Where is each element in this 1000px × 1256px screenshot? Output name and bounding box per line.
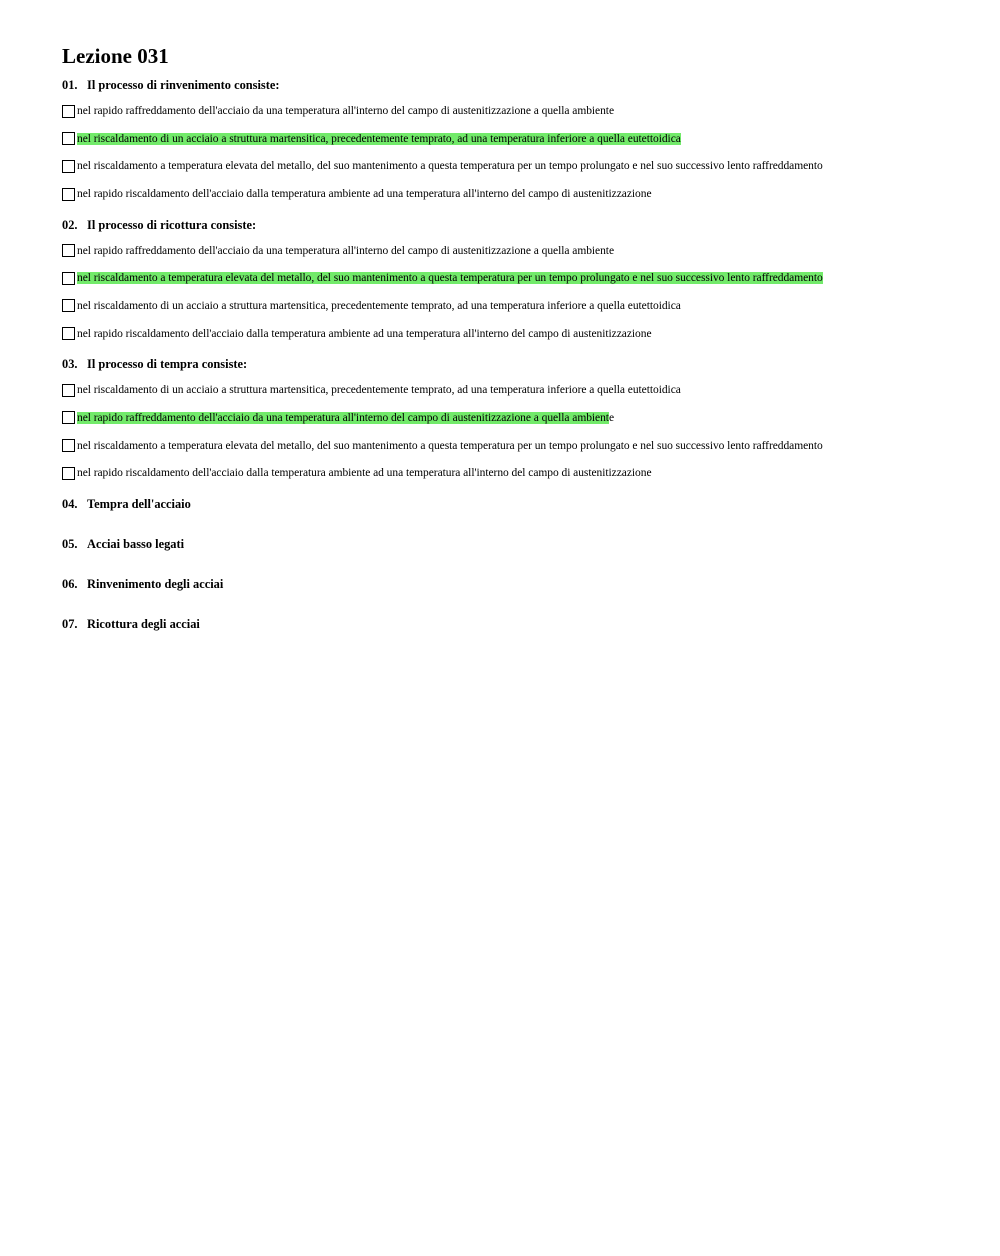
question-block [62, 356, 982, 481]
answer-text: nel rapido raffreddamento dell'acciaio da una temperatura all'interno del campo di austenitizzazione a quella ambiente [77, 105, 615, 117]
question-heading [62, 576, 982, 593]
answer-checkbox[interactable] [62, 188, 75, 201]
answer-checkbox[interactable] [62, 299, 75, 312]
answer-text [77, 131, 681, 147]
answer-options [62, 243, 982, 342]
answer-checkbox[interactable] [62, 384, 75, 397]
question-text: Rinvenimento degli acciai [87, 576, 224, 591]
answer-option[interactable] [62, 382, 982, 398]
answer-text: nel rapido riscaldamento dell'acciaio dalla temperatura ambiente ad una temperatura all'interno del campo di austenitizzazione [77, 188, 652, 201]
question-text: Il processo di tempra consiste: [87, 357, 248, 372]
question-number: 04. [62, 496, 78, 511]
question-text: Acciai basso legati [87, 536, 185, 551]
answer-text: nel riscaldamento a temperatura elevata del metallo, del suo mantenimento a questa temperatura per un tempo prolungato e nel suo successivo lento raffreddamento [77, 439, 823, 452]
question-number: 02. [62, 217, 78, 232]
answer-option[interactable] [62, 103, 982, 119]
question-block [62, 576, 982, 593]
question-text: Il processo di ricottura consiste: [87, 217, 257, 232]
answer-text: nel riscaldamento di un acciaio a struttura martensitica, precedentemente temprato, ad una temperatura inferiore a quella eutettoidica [77, 384, 681, 397]
answer-checkbox[interactable] [62, 411, 75, 424]
question-heading [62, 356, 982, 373]
answer-option[interactable] [62, 158, 982, 174]
question-heading [62, 77, 982, 94]
answer-text: nel riscaldamento di un acciaio a struttura martensitica, precedentemente temprato, ad una temperatura inferiore a quella eutettoidica [77, 299, 681, 312]
question-text: Ricottura degli acciai [87, 616, 200, 631]
question-heading [62, 217, 982, 234]
question-block [62, 77, 982, 202]
answer-text [77, 270, 823, 286]
answer-option[interactable] [62, 298, 982, 314]
answer-option[interactable] [62, 410, 982, 426]
answer-checkbox[interactable] [62, 105, 75, 118]
answer-checkbox[interactable] [62, 467, 75, 480]
answer-highlight: nel riscaldamento di un acciaio a struttura martensitica, precedentemente temprato, ad una temperatura inferiore a quella eutettoidica [77, 132, 681, 145]
answer-option[interactable] [62, 186, 982, 202]
question-heading [62, 496, 982, 513]
question-number: 06. [62, 576, 78, 591]
question-block [62, 217, 982, 342]
answer-checkbox[interactable] [62, 160, 75, 173]
page-title: Lezione 031 [62, 44, 169, 68]
question-heading [62, 536, 982, 553]
answer-checkbox[interactable] [62, 439, 75, 452]
question-heading [62, 616, 982, 633]
answer-options [62, 103, 982, 202]
question-block [62, 536, 982, 553]
answer-text: nel rapido raffreddamento dell'acciaio da una temperatura all'interno del campo di austenitizzazione a quella ambiente [77, 244, 615, 257]
answer-highlight: nel riscaldamento a temperatura elevata del metallo, del suo mantenimento a questa temperatura per un tempo prolungato e nel suo successivo lento raffreddamento [77, 272, 823, 285]
answer-checkbox[interactable] [62, 272, 75, 285]
answer-option[interactable] [62, 465, 982, 481]
answer-checkbox[interactable] [62, 244, 75, 257]
question-number: 05. [62, 536, 78, 551]
question-block [62, 616, 982, 633]
answer-highlight: nel rapido raffreddamento dell'acciaio da una temperatura all'interno del campo di austenitizzazione a quella ambient [77, 411, 609, 424]
answer-checkbox[interactable] [62, 132, 75, 145]
answer-option[interactable] [62, 131, 982, 147]
answer-checkbox[interactable] [62, 327, 75, 340]
question-text: Il processo di rinvenimento consiste: [87, 78, 280, 92]
answer-text: nel rapido raffreddamento dell'acciaio da una temperatura all'interno del campo di austenitizzazione a quella ambiente [77, 411, 615, 424]
document-page [62, 43, 982, 656]
answer-options [62, 382, 982, 481]
question-number: 03. [62, 357, 78, 372]
answer-text: nel rapido riscaldamento dell'acciaio dalla temperatura ambiente ad una temperatura all'interno del campo di austenitizzazione [77, 327, 652, 340]
question-text: Tempra dell'acciaio [87, 496, 191, 511]
answer-option[interactable] [62, 270, 982, 286]
answer-option[interactable] [62, 438, 982, 454]
answer-text: nel rapido riscaldamento dell'acciaio dalla temperatura ambiente ad una temperatura all'interno del campo di austenitizzazione [77, 467, 652, 480]
question-number: 01. [62, 78, 78, 92]
answer-text: nel riscaldamento a temperatura elevata del metallo, del suo mantenimento a questa temperatura per un tempo prolungato e nel suo successivo lento raffreddamento [77, 160, 823, 173]
answer-option[interactable] [62, 326, 982, 342]
answer-option[interactable] [62, 243, 982, 259]
question-number: 07. [62, 616, 78, 631]
question-block [62, 496, 982, 513]
